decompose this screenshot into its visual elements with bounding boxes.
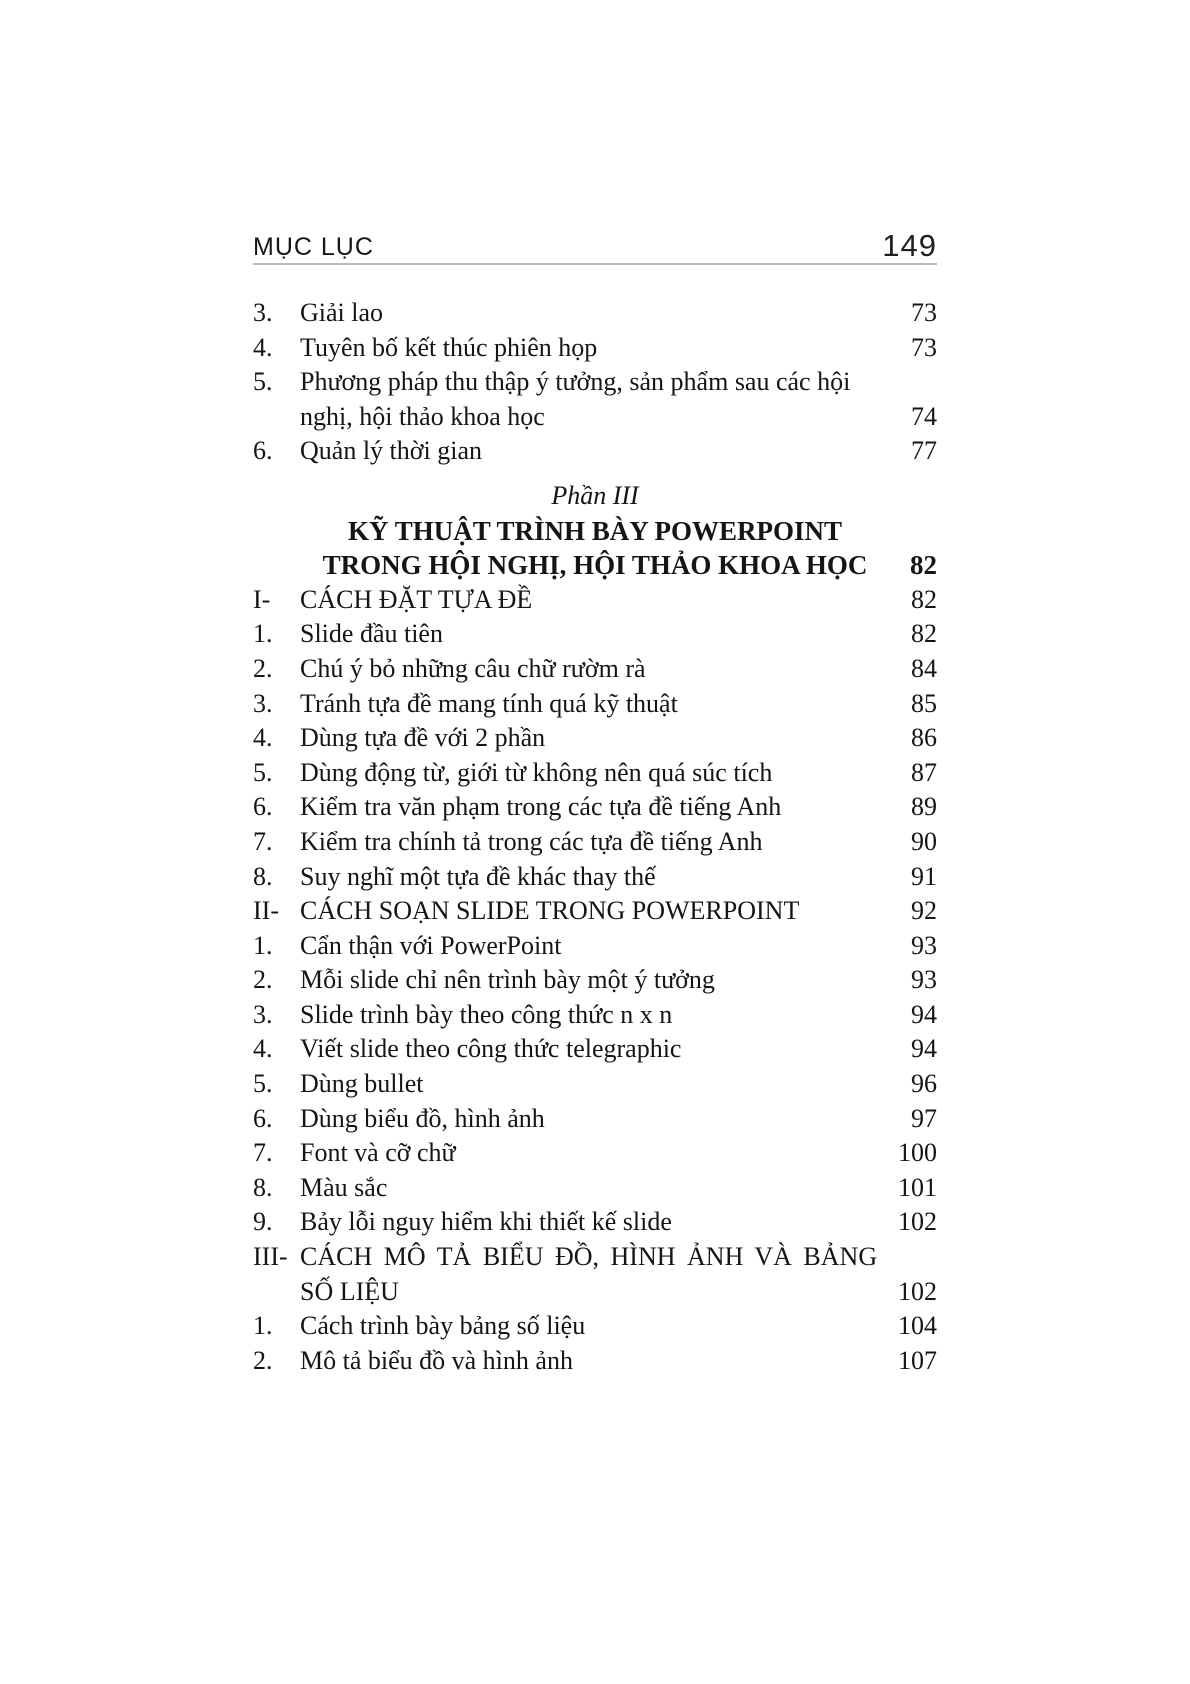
- header-title: MỤC LỤC: [253, 233, 374, 261]
- toc-entry-line: Chú ý bỏ những câu chữ rườm rà: [300, 653, 646, 683]
- toc-entry-label: 4.: [253, 332, 273, 362]
- toc-entry: [253, 514, 937, 549]
- toc-page-number: 92: [911, 896, 937, 926]
- toc-entry-text: [300, 365, 851, 434]
- toc-entry-text: [300, 687, 851, 722]
- toc-entry-line: Suy nghĩ một tựa đề khác thay thế: [300, 861, 656, 891]
- toc-entry-line: Phương pháp thu thập ý tưởng, sản phẩm sau các hội: [300, 367, 851, 397]
- toc-entry-text: [300, 1032, 851, 1067]
- toc-page-number: 107: [898, 1345, 937, 1375]
- toc-entry-label: 5.: [253, 1069, 273, 1099]
- toc-page-number: 94: [911, 999, 937, 1029]
- toc-entry: [253, 790, 937, 825]
- toc-entry: [253, 1102, 937, 1137]
- toc-entry-label: 7.: [253, 1138, 273, 1168]
- toc-entry-line: Mỗi slide chỉ nên trình bày một ý tưởng: [300, 965, 715, 995]
- header-rule: [253, 263, 937, 265]
- toc-page-number: 93: [911, 930, 937, 960]
- toc-entry-label: III-: [253, 1242, 288, 1272]
- toc-page-number: 77: [911, 436, 937, 466]
- toc-entry-label: 2.: [253, 1345, 273, 1375]
- toc-entry-label: 4.: [253, 1034, 273, 1064]
- toc-entry-label: I-: [253, 584, 271, 614]
- toc-entry: [253, 1240, 937, 1309]
- part-heading-text: KỸ THUẬT TRÌNH BÀY POWERPOINT: [347, 515, 843, 546]
- toc-entry: [253, 583, 937, 618]
- toc-entry-text: [300, 756, 851, 791]
- toc-entry: [253, 1032, 937, 1067]
- toc-entry: [253, 756, 937, 791]
- header-page-number: 149: [882, 228, 937, 263]
- toc-page-number: 84: [911, 653, 937, 683]
- toc-entry-text: [300, 1136, 851, 1171]
- toc-entry: [253, 479, 937, 514]
- toc-entry-text: [300, 583, 851, 618]
- toc-entry: [253, 617, 937, 652]
- toc-page-number: 96: [911, 1069, 937, 1099]
- toc-page-number: 91: [911, 861, 937, 891]
- toc-entry-line: Màu sắc: [300, 1172, 388, 1202]
- toc-entry: [253, 1067, 937, 1102]
- toc-entry-label: 1.: [253, 930, 273, 960]
- toc-entry-line: Kiểm tra văn phạm trong các tựa đề tiếng Anh: [300, 792, 782, 822]
- toc-entry-label: 3.: [253, 688, 273, 718]
- toc-entry: [253, 548, 937, 583]
- toc-entry-label: II-: [253, 896, 279, 926]
- toc-page-number: 101: [898, 1172, 937, 1202]
- toc-entry-line: Kiểm tra chính tả trong các tựa đề tiếng Anh: [300, 826, 763, 856]
- toc-entry-line: Quản lý thời gian: [300, 436, 482, 466]
- part-label: Phần III: [551, 480, 639, 510]
- toc-entry-line: Tránh tựa đề mang tính quá kỹ thuật: [300, 688, 678, 718]
- toc-entry-label: 2.: [253, 653, 273, 683]
- toc-entry-line: CÁCH MÔ TẢ BIỂU ĐỒ, HÌNH ẢNH VÀ BẢNG: [300, 1242, 878, 1272]
- toc-entry-text: [300, 652, 851, 687]
- toc-page-number: 73: [911, 298, 937, 327]
- toc-page-number: 85: [911, 688, 937, 718]
- toc-page-number: 82: [910, 550, 937, 581]
- toc-page-number: 73: [911, 332, 937, 362]
- toc-entry-label: 6.: [253, 436, 273, 466]
- toc-entry-label: 6.: [253, 1103, 273, 1133]
- toc-entry: [253, 331, 937, 366]
- part-heading-text: TRONG HỘI NGHỊ, HỘI THẢO KHOA HỌC: [322, 550, 868, 581]
- toc-page-number: 97: [911, 1103, 937, 1133]
- toc-entry-text: [300, 963, 851, 998]
- toc-entry-line: Font và cỡ chữ: [300, 1138, 456, 1168]
- toc-entry-line: Tuyên bố kết thúc phiên họp: [300, 332, 598, 362]
- toc-entry-text: [300, 617, 851, 652]
- toc-entry-text: [300, 929, 851, 964]
- toc-page-number: 104: [898, 1311, 937, 1341]
- toc-list: [253, 296, 937, 1378]
- toc-page-number: 86: [911, 723, 937, 753]
- toc-entry-text: [300, 825, 851, 860]
- toc-entry-label: 8.: [253, 1172, 273, 1202]
- toc-entry: [253, 434, 937, 469]
- toc-entry-label: 4.: [253, 723, 273, 753]
- toc-entry-label: 5.: [253, 757, 273, 787]
- toc-entry: [253, 963, 937, 998]
- toc-page-number: 90: [911, 826, 937, 856]
- toc-entry-label: 3.: [253, 999, 273, 1029]
- toc-entry: [253, 929, 937, 964]
- toc-entry-text: [300, 721, 851, 756]
- toc-entry-label: 8.: [253, 861, 273, 891]
- toc-entry-text: [300, 1171, 851, 1206]
- toc-entry-label: 6.: [253, 792, 273, 822]
- toc-entry-text: [300, 1240, 878, 1309]
- toc-entry-text: [300, 296, 851, 331]
- toc-entry-text: [300, 860, 851, 895]
- toc-entry-line: Viết slide theo công thức telegraphic: [300, 1034, 682, 1064]
- toc-page-number: 100: [898, 1138, 937, 1168]
- toc-entry-label: 2.: [253, 965, 273, 995]
- toc-entry-text: [300, 1102, 851, 1137]
- toc-entry: [253, 894, 937, 929]
- toc-entry-text: [300, 434, 851, 469]
- toc-entry: [253, 1136, 937, 1171]
- toc-entry: [253, 1205, 937, 1240]
- toc-entry-line: Dùng bullet: [300, 1069, 424, 1099]
- toc-page-number: 82: [911, 584, 937, 614]
- toc-page-number: 94: [911, 1034, 937, 1064]
- toc-entry: [253, 652, 937, 687]
- toc-entry-text: [300, 1205, 851, 1240]
- toc-entry-text: [300, 998, 851, 1033]
- toc-entry-text: [300, 894, 851, 929]
- toc-entry-line: Slide đầu tiên: [300, 619, 443, 649]
- toc-page-number: 89: [911, 792, 937, 822]
- toc-entry-label: 3.: [253, 298, 273, 327]
- toc-page-number: 93: [911, 965, 937, 995]
- toc-entry-label: 5.: [253, 367, 273, 397]
- toc-entry-line: Slide trình bày theo công thức n x n: [300, 999, 673, 1029]
- toc-entry-label: 1.: [253, 619, 273, 649]
- toc-entry-label: 1.: [253, 1311, 273, 1341]
- toc-entry-line: Dùng động từ, giới từ không nên quá súc tích: [300, 757, 773, 787]
- toc-entry-line: Cẩn thận với PowerPoint: [300, 930, 562, 960]
- toc-entry: [253, 998, 937, 1033]
- toc-entry: [253, 721, 937, 756]
- toc-entry-line: Dùng tựa đề với 2 phần: [300, 723, 546, 753]
- toc-entry-text: [300, 331, 851, 366]
- toc-entry: [253, 1171, 937, 1206]
- toc-entry: [253, 687, 937, 722]
- toc-page-number: 87: [911, 757, 937, 787]
- toc-entry: [253, 825, 937, 860]
- toc-entry-line: Dùng biểu đồ, hình ảnh: [300, 1103, 545, 1133]
- toc-page-number: 82: [911, 619, 937, 649]
- toc-entry: [253, 1344, 937, 1379]
- toc-entry-text: [300, 1344, 851, 1379]
- toc-entry-line: nghị, hội thảo khoa học: [300, 401, 545, 431]
- toc-page-number: 102: [898, 1276, 937, 1306]
- toc-entry-line: Cách trình bày bảng số liệu: [300, 1311, 586, 1341]
- toc-entry-text: [300, 790, 851, 825]
- toc-entry-label: 7.: [253, 826, 273, 856]
- toc-entry-line: Giải lao: [300, 298, 384, 327]
- toc-entry-line: Mô tả biểu đồ và hình ảnh: [300, 1345, 573, 1375]
- toc-entry: [253, 860, 937, 895]
- toc-page-number: 74: [911, 401, 937, 431]
- toc-entry: [253, 296, 937, 331]
- toc-entry: [253, 1309, 937, 1344]
- toc-entry-line: SỐ LIỆU: [300, 1276, 399, 1306]
- toc-entry: [253, 365, 937, 434]
- toc-entry-text: [300, 1067, 851, 1102]
- toc-page-number: 102: [898, 1207, 937, 1237]
- toc-entry-line: CÁCH SOẠN SLIDE TRONG POWERPOINT: [300, 896, 800, 926]
- toc-entry-text: [300, 1309, 851, 1344]
- toc-entry-label: 9.: [253, 1207, 273, 1237]
- toc-entry-line: CÁCH ĐẶT TỰA ĐỀ: [300, 584, 533, 614]
- toc-entry-line: Bảy lỗi nguy hiểm khi thiết kế slide: [300, 1207, 672, 1237]
